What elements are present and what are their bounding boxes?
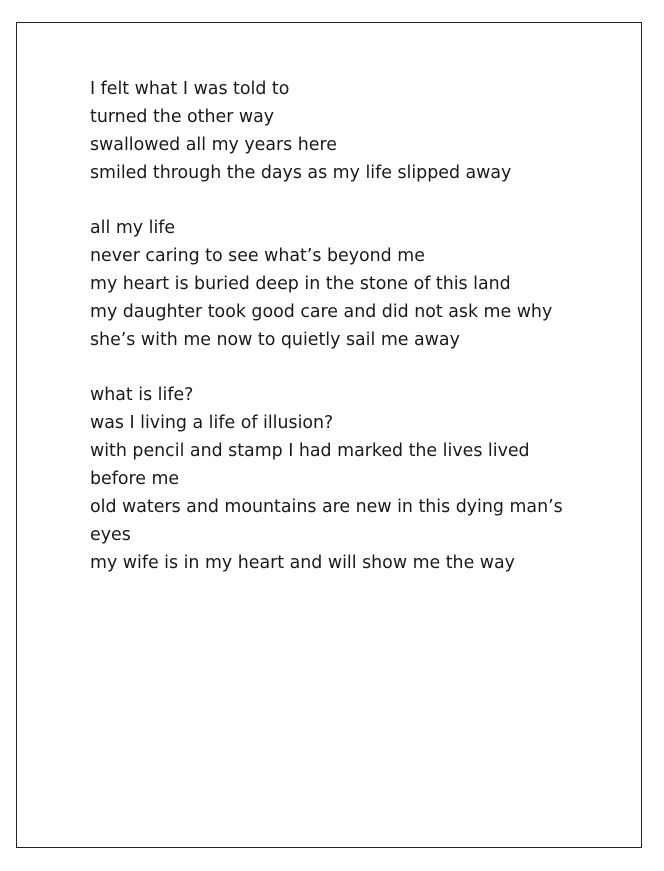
- poem-body: [90, 75, 570, 604]
- document-page: [16, 22, 642, 848]
- poem-line: turned the other way: [90, 107, 275, 127]
- poem-line: all my life: [90, 218, 176, 238]
- poem-line: with pencil and stamp I had marked the lives lived before me: [90, 441, 530, 489]
- poem-line: I felt what I was told to: [90, 79, 290, 99]
- stanza-2: [90, 214, 570, 354]
- poem-line: swallowed all my years here: [90, 135, 337, 155]
- poem-line: smiled through the days as my life slipped away: [90, 163, 512, 183]
- poem-line: was I living a life of illusion?: [90, 413, 334, 433]
- poem-line: my daughter took good care and did not ask me why: [90, 302, 553, 322]
- poem-line: what is life?: [90, 385, 194, 405]
- poem-line: never caring to see what’s beyond me: [90, 246, 425, 266]
- stanza-1: [90, 75, 570, 187]
- poem-line: old waters and mountains are new in this dying man’s eyes: [90, 497, 563, 545]
- poem-line: my wife is in my heart and will show me the way: [90, 553, 515, 573]
- poem-line: my heart is buried deep in the stone of this land: [90, 274, 511, 294]
- stanza-3: [90, 381, 570, 577]
- poem-line: she’s with me now to quietly sail me away: [90, 330, 460, 350]
